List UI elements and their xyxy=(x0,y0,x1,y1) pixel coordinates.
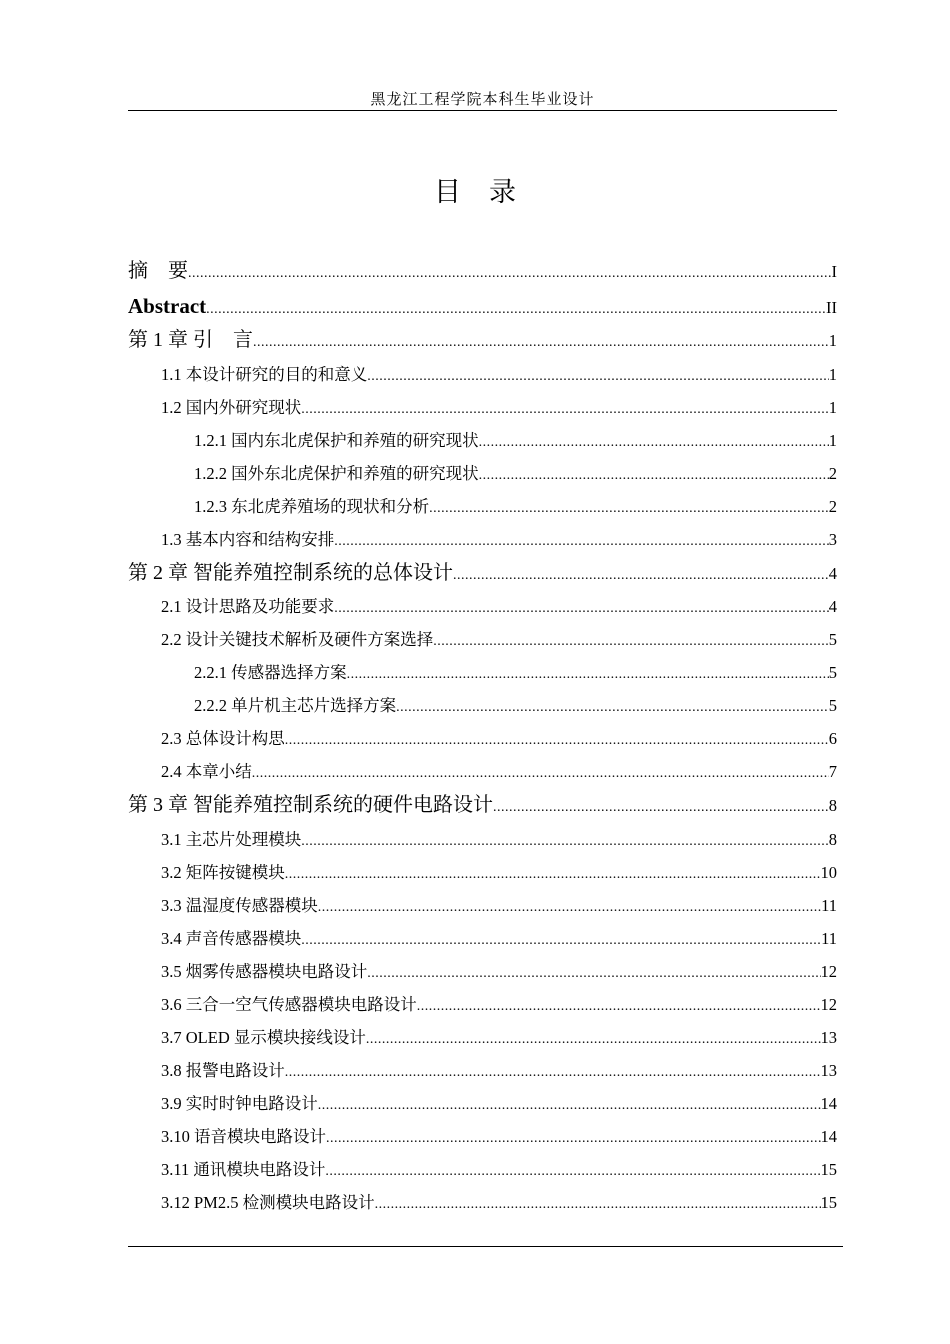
toc-entry[interactable] xyxy=(128,988,837,1021)
toc-entry-page: 7 xyxy=(828,762,837,781)
header-rule xyxy=(128,110,837,111)
toc-entry-label: 2.2.2 单片机主芯片选择方案 xyxy=(194,696,397,715)
toc-entry-label: 第 1 章 引 言 xyxy=(128,329,253,351)
toc-entry-label: 3.3 温湿度传感器模块 xyxy=(161,895,318,915)
toc-entry-label: 1.2.2 国外东北虎保护和养殖的研究现状 xyxy=(194,463,479,483)
toc-entry-label: 3.2 矩阵按键模块 xyxy=(161,862,285,882)
toc-leader-dots xyxy=(285,858,821,891)
toc-entry[interactable] xyxy=(128,1021,837,1054)
toc-leader-dots xyxy=(396,691,829,724)
toc-entry[interactable] xyxy=(128,1087,837,1120)
toc-entry-label: 1.2.1 国内东北虎保护和养殖的研究现状 xyxy=(194,430,479,450)
toc-leader-dots xyxy=(252,757,829,790)
toc-entry-page: 3 xyxy=(828,529,837,549)
toc-entry[interactable] xyxy=(128,358,837,391)
table-of-contents xyxy=(128,254,837,1219)
toc-leader-dots xyxy=(318,1089,821,1122)
toc-entry[interactable] xyxy=(128,490,837,523)
toc-entry-page: 2 xyxy=(828,463,837,483)
toc-entry[interactable] xyxy=(128,556,837,591)
toc-entry-label: 3.7 OLED 显示模块接线设计 xyxy=(161,1027,366,1047)
toc-entry[interactable] xyxy=(128,391,837,424)
toc-entry-page: I xyxy=(831,262,837,281)
toc-entry[interactable] xyxy=(128,623,837,656)
toc-entry[interactable] xyxy=(128,523,837,556)
toc-leader-dots xyxy=(367,360,829,393)
toc-entry-page: 8 xyxy=(828,829,837,849)
toc-entry-label: 1.1 本设计研究的目的和意义 xyxy=(161,364,368,384)
toc-entry-page: 12 xyxy=(820,961,837,981)
toc-entry-label: 2.2.1 传感器选择方案 xyxy=(194,663,347,682)
toc-entry-label: 1.3 基本内容和结构安排 xyxy=(161,529,335,549)
toc-entry-page: 8 xyxy=(828,796,837,815)
toc-entry[interactable] xyxy=(128,955,837,988)
toc-entry-page: 1 xyxy=(828,397,837,417)
toc-entry-page: 4 xyxy=(828,563,837,583)
toc-entry[interactable] xyxy=(128,1054,837,1087)
toc-entry-label: 3.1 主芯片处理模块 xyxy=(161,829,302,849)
toc-entry-page: 15 xyxy=(820,1159,837,1179)
toc-entry-page: 11 xyxy=(821,895,837,915)
toc-entry-label: 3.10 语音模块电路设计 xyxy=(161,1126,326,1146)
toc-entry-page: 14 xyxy=(820,1126,837,1146)
toc-entry[interactable] xyxy=(128,755,837,788)
toc-entry[interactable] xyxy=(128,1186,837,1219)
toc-leader-dots xyxy=(301,393,829,426)
toc-leader-dots xyxy=(493,791,829,826)
toc-leader-dots xyxy=(453,559,829,594)
toc-entry[interactable] xyxy=(128,254,837,289)
toc-entry[interactable] xyxy=(128,823,837,856)
toc-leader-dots xyxy=(433,625,829,658)
toc-leader-dots xyxy=(417,990,821,1023)
toc-entry-page: II xyxy=(826,297,837,317)
toc-entry-label: 2.4 本章小结 xyxy=(161,762,252,781)
toc-entry-page: 11 xyxy=(821,928,837,948)
toc-leader-dots xyxy=(206,293,826,328)
toc-leader-dots xyxy=(334,592,829,625)
toc-entry-label: 3.6 三合一空气传感器模块电路设计 xyxy=(161,994,417,1014)
toc-entry-page: 12 xyxy=(820,994,837,1014)
toc-entry-page: 13 xyxy=(820,1060,837,1080)
toc-leader-dots xyxy=(325,1155,820,1188)
toc-entry[interactable] xyxy=(128,323,837,358)
toc-entry[interactable] xyxy=(128,1120,837,1153)
toc-leader-dots xyxy=(479,426,829,459)
toc-leader-dots xyxy=(479,459,829,492)
toc-entry-page: 1 xyxy=(828,430,837,450)
toc-entry-page: 14 xyxy=(820,1093,837,1113)
toc-entry-label: 3.5 烟雾传感器模块电路设计 xyxy=(161,961,368,981)
toc-entry-label: 1.2 国内外研究现状 xyxy=(161,397,302,417)
toc-entry-page: 1 xyxy=(828,331,837,350)
toc-entry-label: 第 3 章 智能养殖控制系统的硬件电路设计 xyxy=(128,794,493,816)
footer-rule xyxy=(128,1246,843,1247)
toc-entry-label: 2.2 设计关键技术解析及硬件方案选择 xyxy=(161,630,434,649)
toc-entry-label: 3.12 PM2.5 检测模块电路设计 xyxy=(161,1192,375,1212)
toc-entry-page: 13 xyxy=(820,1027,837,1047)
toc-entry-label: 摘 要 xyxy=(128,260,188,282)
toc-leader-dots xyxy=(429,492,829,525)
toc-leader-dots xyxy=(347,658,829,691)
toc-entry[interactable] xyxy=(128,922,837,955)
toc-entry-label: 3.8 报警电路设计 xyxy=(161,1060,285,1080)
toc-entry[interactable] xyxy=(128,289,837,324)
toc-entry[interactable] xyxy=(128,457,837,490)
toc-entry[interactable] xyxy=(128,889,837,922)
toc-entry[interactable] xyxy=(128,788,837,823)
toc-entry-page: 5 xyxy=(828,663,837,682)
page-header: 黑龙江工程学院本科生毕业设计 xyxy=(370,92,595,108)
toc-entry-page: 1 xyxy=(828,364,837,384)
toc-leader-dots xyxy=(318,891,821,924)
toc-leader-dots xyxy=(367,957,820,990)
toc-entry-page: 5 xyxy=(828,630,837,649)
toc-entry-label: 3.4 声音传感器模块 xyxy=(161,928,302,948)
toc-entry-page: 10 xyxy=(820,862,837,882)
toc-entry-page: 2 xyxy=(828,496,837,516)
toc-entry-page: 6 xyxy=(828,729,837,748)
toc-entry-page: 4 xyxy=(828,597,837,616)
toc-entry-label: 2.3 总体设计构思 xyxy=(161,729,285,748)
toc-entry[interactable] xyxy=(128,722,837,755)
toc-entry-label: 1.2.3 东北虎养殖场的现状和分析 xyxy=(194,496,430,516)
toc-entry[interactable] xyxy=(128,656,837,689)
toc-entry-page: 5 xyxy=(828,696,837,715)
toc-leader-dots xyxy=(326,1122,821,1155)
toc-leader-dots xyxy=(375,1188,821,1221)
toc-leader-dots xyxy=(334,525,829,558)
toc-entry[interactable] xyxy=(128,1153,837,1186)
toc-entry-label: 3.9 实时时钟电路设计 xyxy=(161,1093,318,1113)
toc-title: 目录 xyxy=(434,177,544,207)
toc-leader-dots xyxy=(285,1056,821,1089)
toc-entry-page: 15 xyxy=(820,1192,837,1212)
toc-leader-dots xyxy=(253,326,829,361)
toc-entry[interactable] xyxy=(128,590,837,623)
toc-leader-dots xyxy=(301,825,829,858)
toc-entry-label: 第 2 章 智能养殖控制系统的总体设计 xyxy=(128,561,453,584)
toc-entry[interactable] xyxy=(128,424,837,457)
toc-leader-dots xyxy=(301,924,821,957)
toc-entry-label: 3.11 通讯模块电路设计 xyxy=(161,1159,326,1179)
toc-entry[interactable] xyxy=(128,856,837,889)
toc-leader-dots xyxy=(366,1023,821,1056)
toc-leader-dots xyxy=(188,257,832,292)
toc-entry-label: 2.1 设计思路及功能要求 xyxy=(161,597,335,616)
toc-leader-dots xyxy=(285,724,829,757)
toc-entry[interactable] xyxy=(128,689,837,722)
toc-entry-label: Abstract xyxy=(128,293,207,318)
